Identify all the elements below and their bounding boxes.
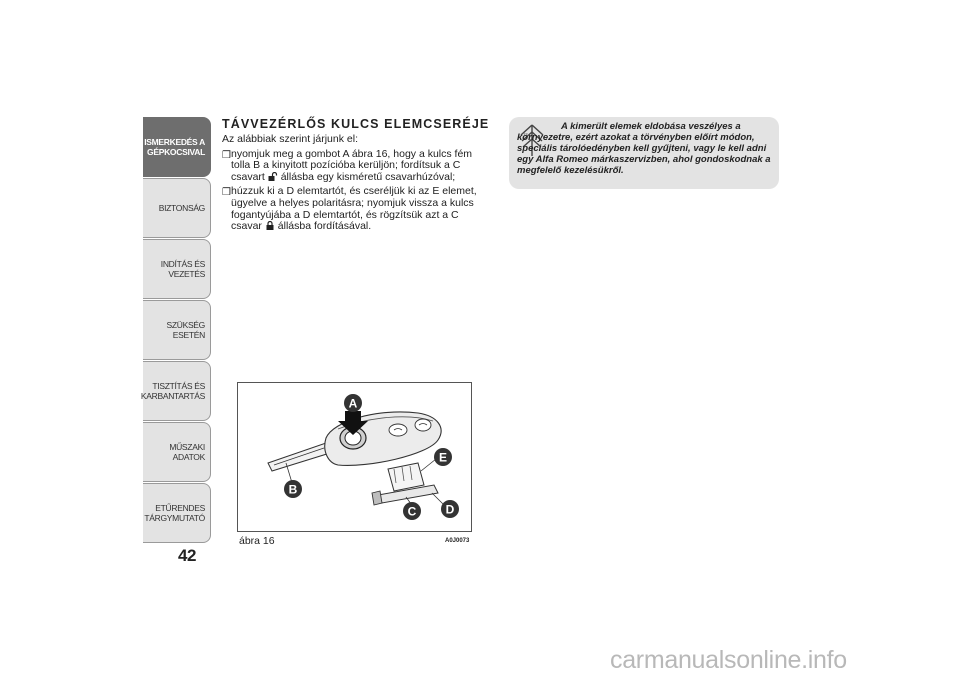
tab-biztonsag[interactable] <box>143 178 211 238</box>
tab-muszaki-adatok[interactable] <box>143 422 211 482</box>
figure-code: A0J0073 <box>445 538 470 544</box>
svg-text:B: B <box>288 482 298 497</box>
intro-text: Az alábbiak szerint járjunk el: <box>222 133 358 145</box>
bullet-text: nyomjuk meg a gombot A ábra 16, hogy a kulcs fém tolla B a kinyitott pozícióba kerüljön; fordítsuk a C csavart <box>231 147 473 183</box>
tab-label: SZÜKSÉG ESETÉN <box>166 320 205 340</box>
instructions <box>222 134 484 236</box>
note-text: A kimerült elemek eldobása veszélyes a környezetre, ezért azokat a törvényben előírt módon, speciális tárolóedényben kell gyűjteni, vagy le kell adni egy Alfa Romeo márkaszervizben, ahol gondoskodnak a megfelelő kezelésükről. <box>517 121 771 176</box>
page-number: 42 <box>178 546 196 565</box>
tab-tisztitas-es-karbantartas[interactable] <box>140 361 211 421</box>
tab-label: BIZTONSÁG <box>158 203 205 213</box>
callout-d <box>441 500 459 518</box>
environment-note <box>509 117 779 189</box>
checkbox-bullet-icon: ❒ <box>222 187 231 199</box>
leader-line-e <box>421 459 436 471</box>
tab-label: ETŰRENDES TÁRGYMUTATÓ <box>144 503 205 523</box>
key-illustration <box>238 383 471 531</box>
callout-e <box>434 448 452 466</box>
svg-text:D: D <box>445 502 455 517</box>
checkbox-bullet-icon: ❒ <box>222 149 231 161</box>
list-item <box>222 186 484 232</box>
key-battery-figure <box>237 382 472 532</box>
tab-targymutato[interactable] <box>143 483 211 543</box>
tab-inditas-es-vezetes[interactable] <box>143 239 211 299</box>
tab-label: ISMERKEDÉS A GÉPKOCSIVAL <box>144 137 205 157</box>
figure-caption: ábra 16 <box>239 535 275 547</box>
unlocked-padlock-icon <box>268 172 278 181</box>
watermark: carmanualsonline.info <box>610 646 847 674</box>
bullet-text: húzzuk ki a D elemtartót, és cseréljük ki az E elemet, ügyelve a helyes polaritásra; nyomjuk vissza a kulcs fogantyújába a D elemtartót, és rögzítsük azt a C csavar <box>231 185 477 233</box>
tab-ismerkedes[interactable] <box>143 117 211 177</box>
section-title: TÁVVEZÉRLŐS KULCS ELEMCSERÉJE <box>222 117 490 131</box>
tab-label: TISZTÍTÁS ÉS KARBANTARTÁS <box>140 381 205 401</box>
callout-b <box>284 480 302 498</box>
svg-text:E: E <box>438 450 448 465</box>
bullet-text: állásba fordításával. <box>277 220 372 233</box>
svg-text:A: A <box>348 396 358 411</box>
callout-c <box>403 502 421 520</box>
tab-szukseg-eseten[interactable] <box>143 300 211 360</box>
bullet-text: állásba egy kisméretű csavarhúzóval; <box>280 170 456 183</box>
list-item <box>222 149 484 184</box>
callout-a <box>344 394 362 412</box>
locked-padlock-icon <box>265 221 275 230</box>
tab-label: MŰSZAKI ADATOK <box>169 442 205 462</box>
tab-label: INDÍTÁS ÉS VEZETÉS <box>160 259 205 279</box>
svg-text:C: C <box>407 504 417 519</box>
